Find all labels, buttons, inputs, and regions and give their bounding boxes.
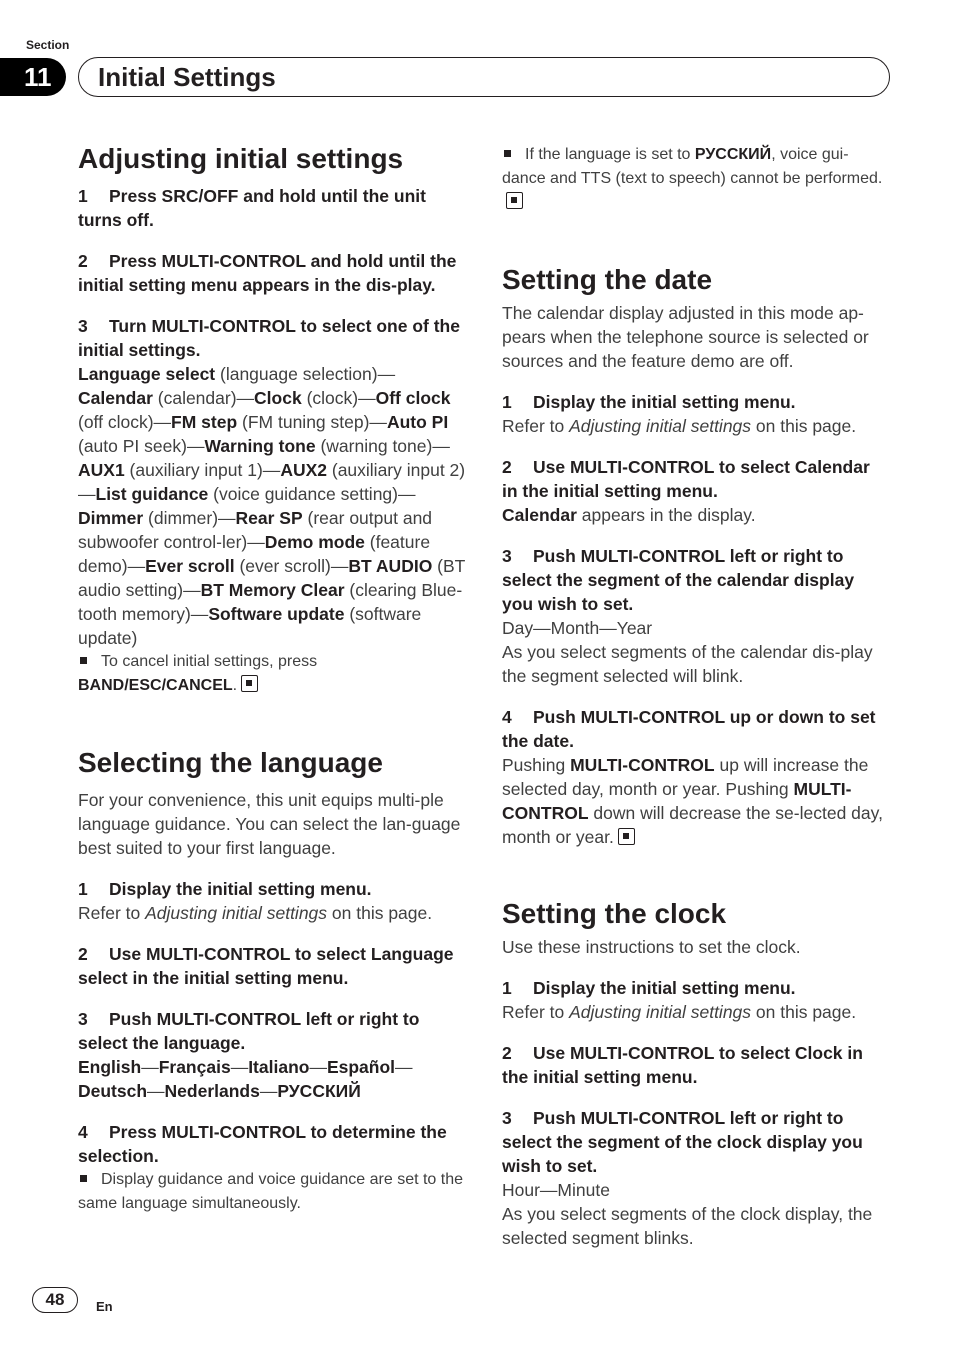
language-step-4 (78, 1120, 466, 1168)
setting-desc: (clock)— (301, 388, 376, 408)
step-text: Push MULTI-CONTROL up or down to set the date. (502, 707, 876, 751)
note-suffix: , voice gui-dance and TTS (text to speech) cannot be performed. (502, 146, 883, 187)
left-column (78, 130, 466, 1216)
setting-desc: (clearing Blue-tooth memory)— (78, 580, 463, 624)
language-option: Nederlands (164, 1081, 260, 1101)
result-text: appears in the display. (576, 505, 756, 525)
setting-name: Clock (254, 388, 302, 408)
step-number: 3 (502, 1108, 512, 1128)
setting-name: BT Memory Clear (200, 580, 345, 600)
setting-name: List guidance (95, 484, 209, 504)
date-step-1 (502, 390, 890, 414)
step-text: Use MULTI-CONTROL to select Calendar in the initial setting menu. (502, 457, 870, 501)
clock-segments-note: As you select segments of the clock display, the selected segment blinks. (502, 1204, 873, 1248)
adjusting-heading: Adjusting initial settings (78, 143, 404, 174)
setting-name: AUX2 (280, 460, 327, 480)
step-text: Display the initial setting menu. (533, 978, 796, 998)
setting-desc: (auto PI seek)— (78, 436, 205, 456)
page-number: 48 (32, 1287, 78, 1313)
step-number: 3 (78, 316, 88, 336)
clock-step-3 (502, 1106, 890, 1178)
step-text: Use MULTI-CONTROL to select Clock in the initial setting menu. (502, 1043, 863, 1087)
note-key: BAND/ESC/CANCEL (78, 677, 233, 694)
refer-suffix: on this page. (327, 903, 433, 923)
setting-desc: (calendar)— (152, 388, 255, 408)
adjusting-step-1 (78, 184, 466, 232)
refer-suffix: on this page. (751, 1002, 857, 1022)
end-mark-icon (241, 675, 258, 692)
date-step-2 (502, 455, 890, 503)
right-column (502, 143, 890, 1250)
clock-heading: Setting the clock (502, 898, 727, 929)
step-number: 2 (78, 251, 88, 271)
language-step-2 (78, 942, 466, 990)
language-separator: — (147, 1081, 165, 1101)
date-step-2-result (502, 503, 890, 527)
section-title: Initial Settings (98, 62, 276, 92)
setting-name: Demo mode (264, 532, 365, 552)
language-list (78, 1055, 466, 1103)
refer-suffix: on this page. (751, 416, 857, 436)
setting-desc: (language selection)— (215, 364, 396, 384)
setting-desc: (voice guidance setting)— (208, 484, 416, 504)
section-number-tab: 11 (0, 58, 66, 96)
step-text: Display the initial setting menu. (109, 879, 372, 899)
clock-step-1 (502, 976, 890, 1000)
step-text: Turn MULTI-CONTROL to select one of the initial settings. (78, 316, 460, 360)
date-heading: Setting the date (502, 264, 713, 295)
adjusting-step-3 (78, 314, 466, 362)
setting-desc: (auxiliary input 1)— (124, 460, 281, 480)
detail-text: Pushing (502, 755, 571, 775)
setting-name: Calendar (78, 388, 153, 408)
step-text: Use MULTI-CONTROL to select Language select in the initial setting menu. (78, 944, 454, 988)
refer-prefix: Refer to (502, 1002, 570, 1022)
step-number: 1 (78, 186, 88, 206)
language-option: Français (158, 1057, 231, 1077)
language-heading: Selecting the language (78, 747, 383, 778)
note-prefix: If the language is set to (525, 146, 695, 163)
language-note (78, 1168, 466, 1216)
setting-name: Auto PI (386, 412, 449, 432)
setting-name: FM step (171, 412, 238, 432)
russian-note (502, 143, 890, 215)
setting-name: AUX1 (78, 460, 125, 480)
step-text: Press SRC/OFF and hold until the unit turns off. (78, 186, 426, 230)
refer-prefix: Refer to (502, 416, 570, 436)
setting-name: Ever scroll (145, 556, 235, 576)
date-step-3 (502, 544, 890, 616)
detail-key: MULTI-CONTROL (570, 755, 715, 775)
language-option: English (78, 1057, 142, 1077)
note-bullet-icon (80, 1175, 87, 1182)
language-separator: — (395, 1057, 413, 1077)
note-end: . (232, 677, 238, 694)
step-number: 3 (502, 546, 512, 566)
language-step-3 (78, 1007, 466, 1055)
step-number: 2 (78, 944, 88, 964)
refer-link: Adjusting initial settings (569, 1002, 752, 1022)
setting-name: Language select (78, 364, 216, 384)
setting-desc: (auxiliary input 2)— (78, 460, 466, 504)
detail-text: down will decrease the se-lected day, month or year. (502, 803, 883, 847)
step-text: Push MULTI-CONTROL left or right to select the segment of the calendar display you wish to set. (502, 546, 855, 614)
step-text: Push MULTI-CONTROL left or right to select the segment of the clock display you wish to set. (502, 1108, 863, 1176)
clock-refer (502, 1000, 890, 1024)
language-separator: — (141, 1057, 159, 1077)
setting-desc: (BT audio setting)— (78, 556, 466, 600)
setting-desc: (dimmer)— (143, 508, 236, 528)
step-number: 1 (78, 879, 88, 899)
setting-desc: (warning tone)— (315, 436, 450, 456)
result-key: Calendar (502, 505, 577, 525)
date-segments: Day—Month—Year (502, 618, 653, 638)
language-separator: — (309, 1057, 327, 1077)
refer-prefix: Refer to (78, 903, 146, 923)
language-option: РУССКИЙ (277, 1081, 361, 1101)
note-bullet-icon (504, 150, 511, 157)
setting-desc: (software update) (78, 604, 422, 648)
step-number: 2 (502, 1043, 512, 1063)
language-intro: For your convenience, this unit equips multi-ple language guidance. You can select the lan-guage best suited to your first language. (78, 790, 461, 858)
date-step-4-detail (502, 753, 890, 849)
date-refer (502, 414, 890, 438)
note-text: Display guidance and voice guidance are set to the same language simultaneously. (78, 1171, 464, 1212)
note-text: To cancel initial settings, press (101, 653, 318, 670)
note-bullet-icon (80, 657, 87, 664)
setting-name: Rear SP (235, 508, 303, 528)
date-segments-note: As you select segments of the calendar dis-play the segment selected will blink. (502, 642, 873, 686)
end-mark-icon (618, 828, 635, 845)
step-number: 1 (502, 392, 512, 412)
clock-intro: Use these instructions to set the clock. (502, 937, 801, 957)
setting-name: Software update (208, 604, 345, 624)
refer-link: Adjusting initial settings (145, 903, 328, 923)
step-number: 4 (78, 1122, 88, 1142)
language-separator: — (259, 1081, 278, 1101)
note-key: РУССКИЙ (694, 146, 772, 163)
setting-desc: (ever scroll)— (234, 556, 349, 576)
date-step-4 (502, 705, 890, 753)
setting-name: Off clock (375, 388, 451, 408)
language-option: Deutsch (78, 1081, 148, 1101)
language-separator: — (230, 1057, 249, 1077)
adjusting-note (78, 650, 466, 698)
section-label: Section (26, 38, 70, 52)
step-number: 2 (502, 457, 512, 477)
setting-desc: (off clock)— (78, 412, 172, 432)
date-intro: The calendar display adjusted in this mode ap-pears when the telephone source is selected or sources and the feature demo are off. (502, 303, 869, 371)
step-text: Press MULTI-CONTROL to determine the selection. (78, 1122, 447, 1166)
setting-name: Warning tone (204, 436, 316, 456)
language-option: Italiano (248, 1057, 310, 1077)
setting-desc: (feature demo)— (78, 532, 431, 576)
settings-list (78, 362, 466, 650)
setting-name: Dimmer (78, 508, 144, 528)
step-number: 3 (78, 1009, 88, 1029)
adjusting-step-2 (78, 249, 466, 297)
setting-name: BT AUDIO (348, 556, 433, 576)
detail-text: up will increase the selected day, month or year. Pushing (502, 755, 869, 799)
language-step-1 (78, 877, 466, 901)
refer-link: Adjusting initial settings (569, 416, 752, 436)
setting-desc: (rear output and subwoofer control-ler)— (78, 508, 433, 552)
clock-step-2 (502, 1041, 890, 1089)
step-number: 4 (502, 707, 512, 727)
clock-segments: Hour—Minute (502, 1180, 610, 1200)
setting-desc: (FM tuning step)— (237, 412, 387, 432)
detail-key: MULTI-CONTROL (502, 779, 852, 823)
step-text: Press MULTI-CONTROL and hold until the initial setting menu appears in the dis-play. (78, 251, 457, 295)
step-text: Push MULTI-CONTROL left or right to select the language. (78, 1009, 420, 1053)
step-text: Display the initial setting menu. (533, 392, 796, 412)
page-language: En (96, 1299, 113, 1314)
end-mark-icon (506, 192, 523, 209)
step-number: 1 (502, 978, 512, 998)
language-refer (78, 901, 466, 925)
language-option: Español (326, 1057, 396, 1077)
